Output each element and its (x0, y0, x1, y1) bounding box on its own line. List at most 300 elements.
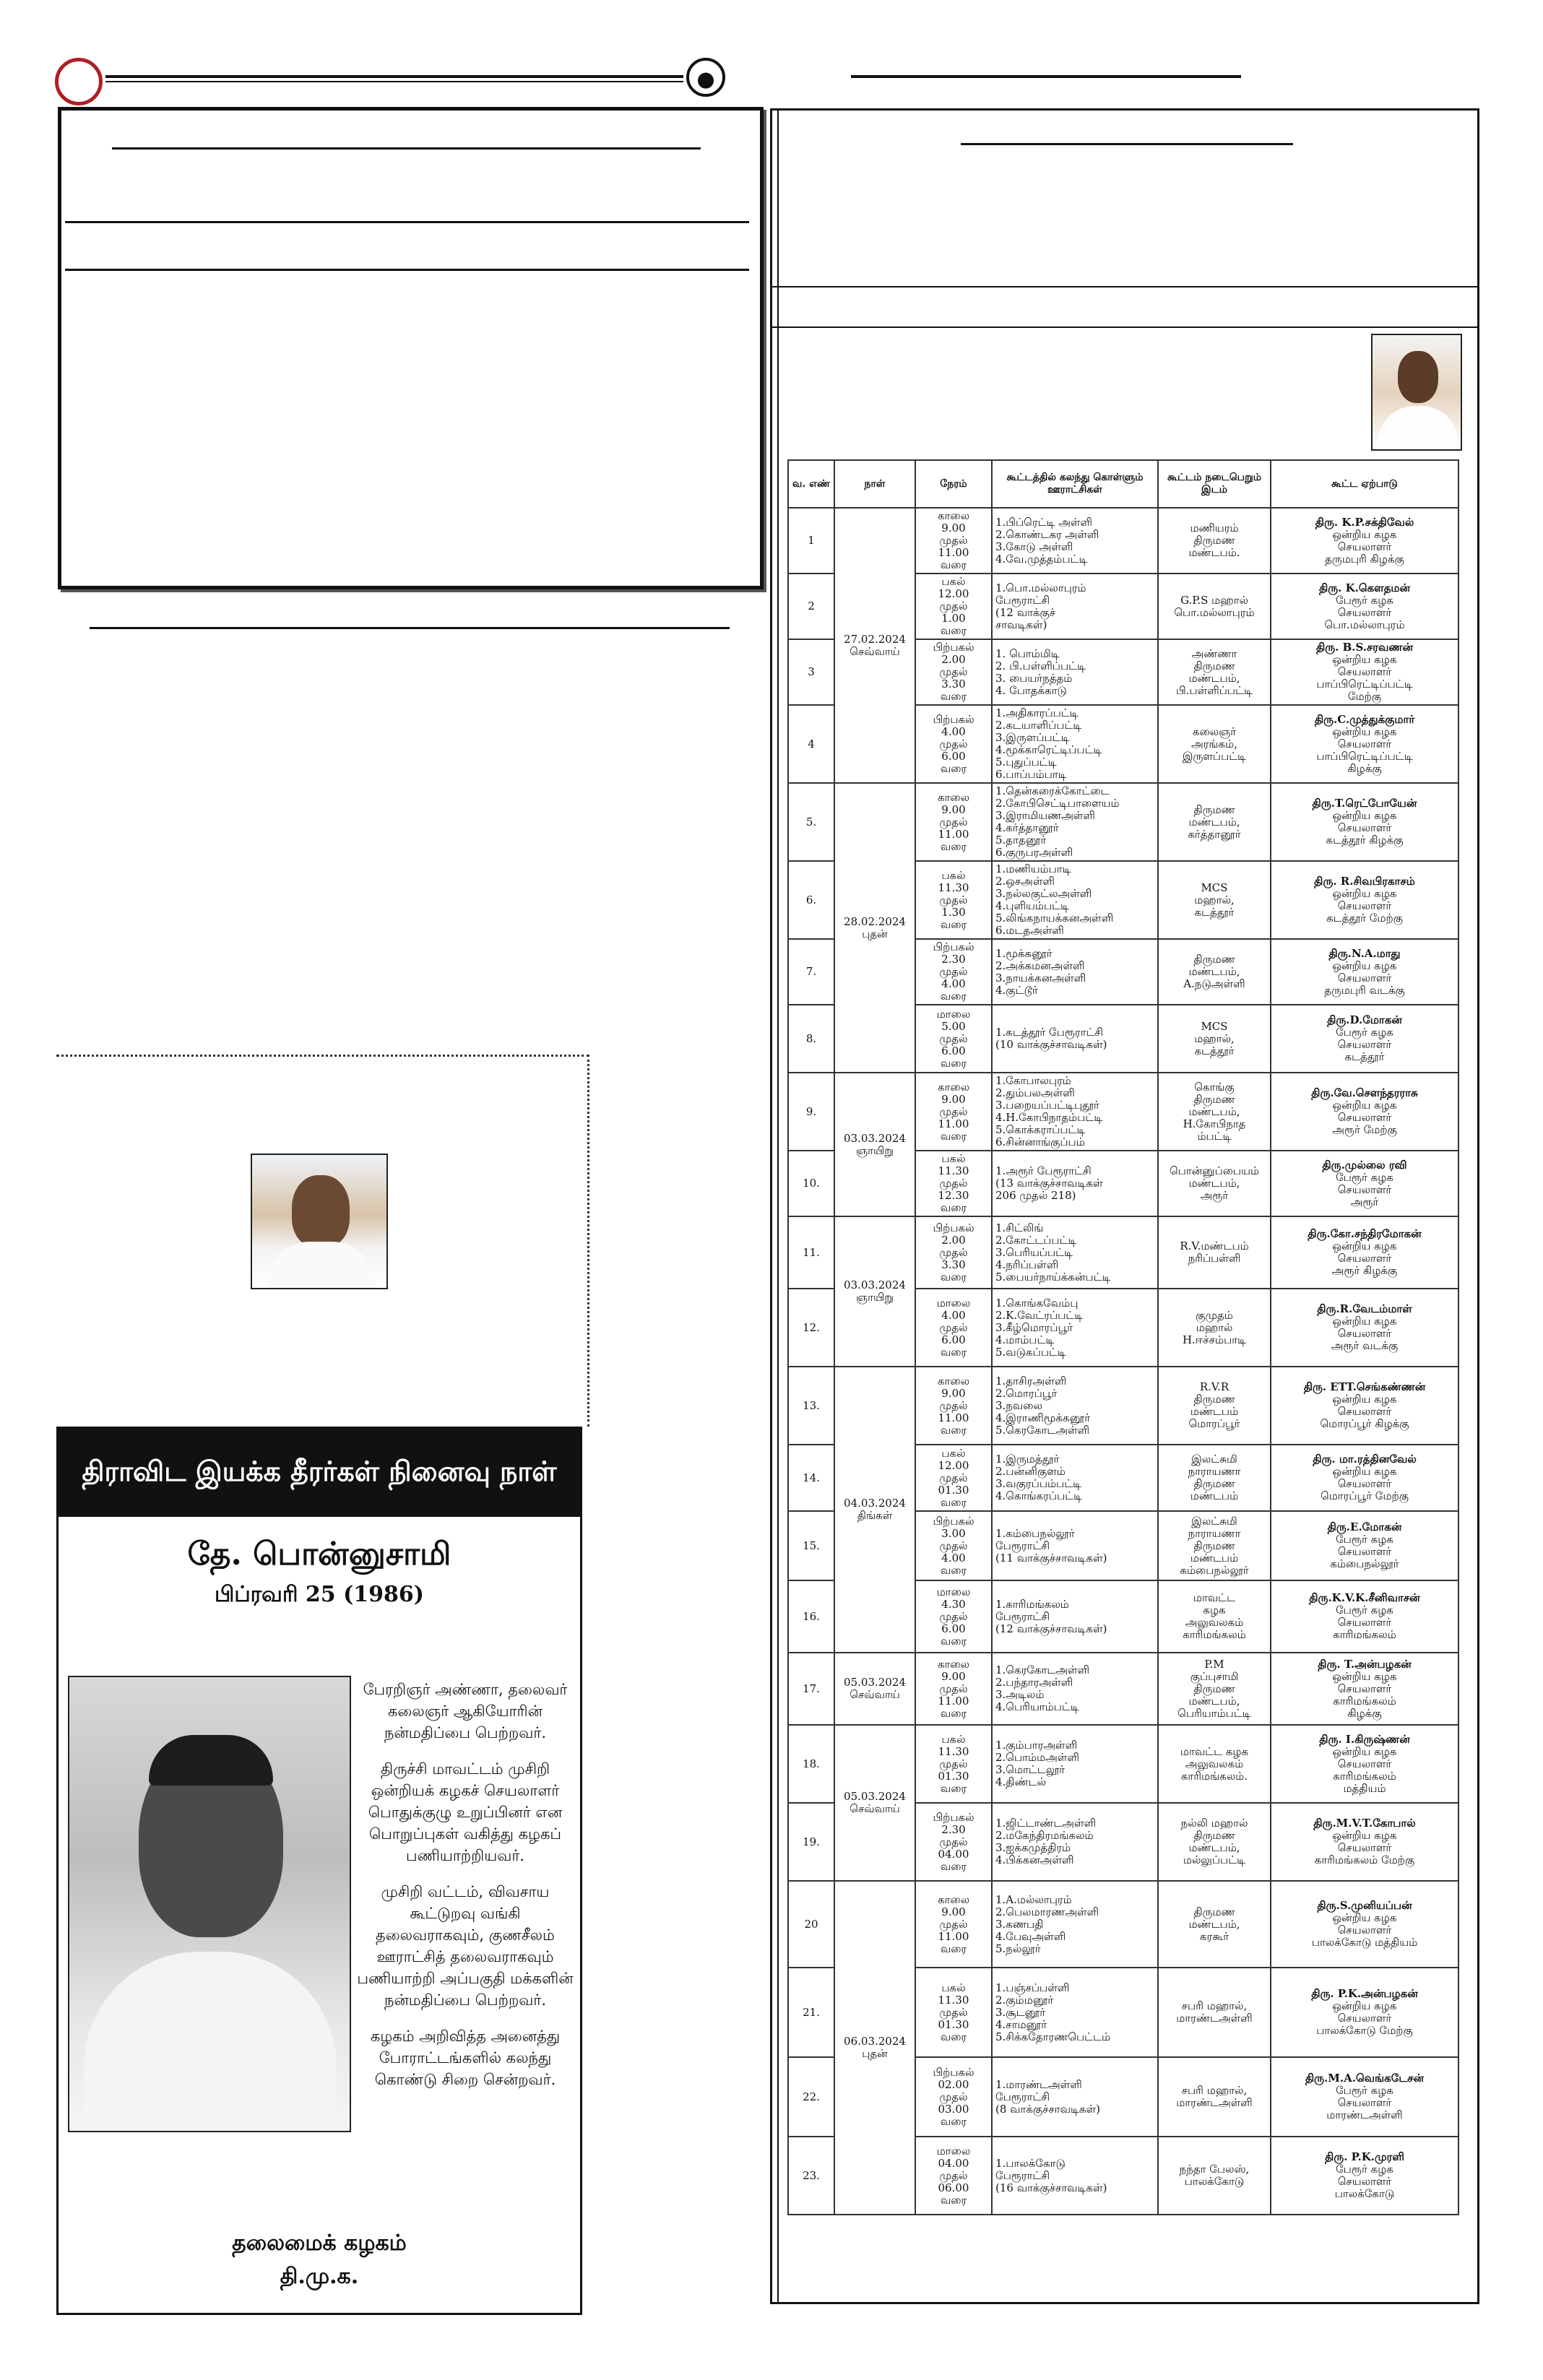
venue-line: மண்டபம், (1188, 1841, 1240, 1854)
wards-cell (992, 1580, 1158, 1653)
venue-line: பொன்னுப்பையம் (1169, 1164, 1260, 1177)
wards-cell (992, 1073, 1158, 1151)
ward-line: 3.நாயக்கனஅள்ளி (995, 971, 1086, 985)
organizer-cell (1271, 1367, 1458, 1445)
venue-line: அலுவலகம் (1185, 1616, 1244, 1629)
ward-line: 1.பொ.மல்லாபுரம் (995, 581, 1086, 594)
organizer-line: கிழக்கு (1347, 761, 1382, 775)
organizer-line: ஒன்றிய கழக (1332, 1315, 1397, 1328)
time-line: 3.30 (941, 678, 966, 691)
time-line: முதல் (939, 2168, 968, 2182)
organizer-line: பேரூர் கழக (1336, 593, 1393, 607)
ward-line: 5.கொக்கராப்பட்டி (995, 1123, 1086, 1136)
ward-line: 6.குருபரஅள்ளி (995, 846, 1073, 859)
ward-line: 5.லிங்கநாயக்கனஅள்ளி (995, 912, 1114, 925)
time-line: பிற்பகல் (933, 1221, 974, 1234)
organizer-line: செயலாளர் (1337, 821, 1392, 834)
memorial-sign-2: தி.மு.க. (280, 2264, 359, 2289)
time-line: 6.00 (941, 749, 966, 763)
ward-line: 1.இருமத்தூர் (995, 1453, 1060, 1466)
time-line: பகல் (941, 1981, 966, 1994)
row-number: 17. (788, 1653, 834, 1725)
venue-line: நந்தா பேலஸ், (1179, 2163, 1250, 2176)
time-line: பிற்பகல் (933, 712, 974, 726)
organizer-line: மாரண்டஅள்ளி (1326, 2108, 1403, 2121)
venue-line: திருமண (1193, 953, 1235, 966)
time-cell (915, 1881, 992, 1968)
ward-line: 6.பாப்பம்பாடி (995, 768, 1067, 781)
time-line: 2.30 (941, 1822, 966, 1836)
venue-cell (1158, 1968, 1271, 2057)
organizer-cell (1271, 1005, 1458, 1073)
time-line: முதல் (939, 534, 968, 547)
venue-line: நாராயணா (1188, 1465, 1241, 1478)
organizer-line: மொரப்பூர் மேற்கு (1321, 1489, 1409, 1502)
time-line: முதல் (939, 1835, 968, 1848)
organizer-name: திரு.D.மோகன் (1327, 1013, 1402, 1026)
venue-line: மாவட்ட கழக (1180, 1744, 1249, 1758)
ward-line: 3.பெரியப்பட்டி (995, 1245, 1073, 1259)
venue-line: மண்டபம், (1188, 965, 1240, 978)
wards-cell (992, 861, 1158, 939)
organizer-name: திரு. T.அன்பழகன் (1318, 1657, 1412, 1671)
time-line: 9.00 (941, 1386, 966, 1400)
time-line: முதல் (939, 1104, 968, 1118)
ward-line: 3. பையர்நத்தம் (995, 671, 1073, 685)
organizer-line: தருமபுரி கிழக்கு (1325, 552, 1404, 566)
organizer-line: செயலாளர் (1337, 1682, 1392, 1695)
ward-line: 3.கீழ்மொரப்பூர் (995, 1320, 1073, 1334)
ward-line: 3.கோடு அள்ளி (995, 540, 1073, 553)
row-number: 10. (788, 1151, 834, 1216)
venue-cell (1158, 1151, 1271, 1216)
ward-line: 2.கோட்டப்பட்டி (995, 1233, 1077, 1247)
time-line: வரை (940, 917, 967, 931)
venue-line: மண்டபம், (1188, 671, 1240, 685)
organizer-line: செயலாளர் (1337, 605, 1392, 619)
organizer-line: மத்தியம் (1343, 1781, 1386, 1795)
ward-line: 3.இராமியணஅள்ளி (995, 809, 1095, 822)
venue-line: பாலக்கோடு (1184, 2175, 1245, 2188)
venue-line: திருமண (1193, 802, 1235, 816)
venue-cell (1158, 1803, 1271, 1881)
time-cell (915, 1725, 992, 1803)
organizer-line: மொரப்பூர் கிழக்கு (1320, 1417, 1409, 1430)
date-cell: 28.02.2024 புதன் (834, 783, 915, 1073)
time-line: வரை (940, 1201, 967, 1214)
organizer-line: ஒன்றிய கழக (1332, 1911, 1397, 1924)
ward-line: 1.தாசிரஅள்ளி (995, 1374, 1067, 1388)
time-line: 6.00 (941, 1044, 966, 1057)
time-cell (915, 861, 992, 939)
time-line: 01.30 (938, 1769, 969, 1783)
ward-line: 1.பஞ்சப்பள்ளி (995, 1981, 1070, 1994)
ward-line: 4.சாமனூர் (995, 2017, 1047, 2031)
date-cell: 04.03.2024 திங்கள் (834, 1367, 915, 1653)
ward-line: 3.அடிலம் (995, 1688, 1045, 1701)
organizer-line: கடத்தூர் மேற்கு (1326, 912, 1403, 925)
time-line: 3.00 (941, 1526, 966, 1540)
ward-line: 2.மகேந்திரமங்கலம் (995, 1829, 1094, 1842)
venue-line: திருமண (1193, 1829, 1235, 1842)
organizer-line: செயலாளர் (1337, 1841, 1392, 1854)
organizer-cell (1271, 2137, 1458, 2215)
time-line: முதல் (939, 2090, 968, 2103)
time-line: முதல் (939, 815, 968, 828)
venue-line: பொ.மல்லாபுரம் (1174, 605, 1255, 619)
time-line: 11.30 (938, 1744, 969, 1758)
time-line: முதல் (939, 965, 968, 978)
time-cell (915, 639, 992, 705)
time-line: முதல் (939, 893, 968, 906)
row-number: 14. (788, 1445, 834, 1511)
venue-cell (1158, 1289, 1271, 1367)
venue-line: MCS (1201, 1019, 1228, 1033)
organizer-line: பேரூர் கழக (1336, 1604, 1393, 1617)
venue-line: சபரி மஹால், (1181, 2084, 1248, 2097)
venue-line: திருமண (1193, 1682, 1235, 1695)
organizer-line: செயலாளர் (1337, 1252, 1392, 1265)
venue-line: இலட்சுமி (1191, 1514, 1237, 1528)
venue-line: குப்புசாமி (1190, 1669, 1239, 1683)
venue-line: G.P.S மஹால் (1180, 593, 1248, 607)
time-line: 9.00 (941, 1905, 966, 1918)
row-number: 3 (788, 639, 834, 705)
time-line: பிற்பகல் (933, 1514, 974, 1528)
organizer-cell (1271, 2057, 1458, 2137)
time-cell (915, 1216, 992, 1289)
time-line: வரை (940, 1706, 967, 1720)
ward-line: 4.குட்டூர் (995, 983, 1038, 997)
ward-line: 1.கடத்தூர் பேரூராட்சி (995, 1026, 1104, 1039)
ward-line: 1.மணியம்பாடி (995, 862, 1071, 875)
time-line: 11.00 (938, 1929, 969, 1943)
schedule-row (788, 1073, 1458, 1151)
right-rule-1 (772, 286, 1478, 287)
venue-line: குமுதம் (1196, 1308, 1233, 1322)
ward-line: 3.நவலை (995, 1398, 1042, 1412)
venue-line: இலட்சுமி (1191, 1453, 1237, 1466)
time-line: காலை (937, 1080, 970, 1094)
ward-line: 1.மூக்கனூர் (995, 946, 1053, 960)
time-line: முதல் (939, 737, 968, 750)
wards-cell (992, 1511, 1158, 1580)
venue-line: மண்டபம் (1190, 1551, 1239, 1565)
time-line: வரை (940, 2193, 967, 2207)
time-line: 11.30 (938, 1993, 969, 2007)
venue-line: கலைஞர் (1192, 724, 1237, 738)
row-number: 7. (788, 939, 834, 1005)
ward-line: 5.நல்லூர் (995, 1942, 1041, 1955)
time-line: 11.00 (938, 1117, 969, 1130)
organizer-line: செயலாளர் (1337, 1405, 1392, 1418)
venue-line: கம்பைநல்லூர் (1180, 1563, 1249, 1577)
organizer-line: ஒன்றிய கழக (1332, 1465, 1397, 1478)
ward-line: 2.ஒசஅள்ளி (995, 875, 1055, 888)
venue-cell (1158, 2137, 1271, 2215)
header-wards: கூட்டத்தில் கலந்து கொள்ளும் ஊராட்சிகள் (992, 460, 1158, 508)
left-box-rule-2 (65, 221, 749, 223)
organizer-cell (1271, 783, 1458, 861)
venue-line: கரகூர் (1199, 1929, 1229, 1943)
portrait-photo-small (251, 1154, 388, 1289)
time-line: வரை (940, 1129, 967, 1143)
time-line: முதல் (939, 1245, 968, 1259)
organizer-line: பேரூர் கழக (1336, 1533, 1393, 1546)
time-cell (915, 1511, 992, 1580)
time-line: 9.00 (941, 522, 966, 535)
time-line: முதல் (939, 1539, 968, 1552)
organizer-cell (1271, 1803, 1458, 1881)
ward-line: 4.நரிப்பள்ளி (995, 1258, 1059, 1271)
ward-line: 1.தென்கரைக்கோட்டை (995, 784, 1110, 797)
ward-line: 1.அரூர் பேரூராட்சி (995, 1164, 1092, 1177)
ward-line: 1.சிட்லிங் (995, 1221, 1044, 1234)
venue-line: மண்டபம், (1188, 1694, 1240, 1708)
ward-line: 1.அதிகாரப்பட்டி (995, 706, 1079, 719)
ward-line: 4.இராணிமூக்கனூர் (995, 1411, 1091, 1424)
time-line: பகல் (941, 1446, 966, 1460)
ward-line: 2.பெலமாரணஅள்ளி (995, 1905, 1099, 1918)
time-cell (915, 1653, 992, 1725)
row-number: 18. (788, 1725, 834, 1803)
venue-line: மஹால், (1194, 893, 1235, 906)
rising-sun-icon (686, 58, 725, 97)
organizer-line: காரிமங்கலம் (1333, 1628, 1396, 1641)
organizer-line: காரிமங்கலம் (1333, 1694, 1396, 1708)
left-mid-rule (90, 627, 730, 629)
ward-line: 2.பந்தாரஅள்ளி (995, 1676, 1073, 1689)
venue-line: கடத்தூர் (1194, 905, 1235, 919)
ward-line: 1.கெரகோடஅள்ளி (995, 1663, 1090, 1676)
memorial-banner-text: திராவிட இயக்க தீரர்கள் நினைவு நாள் (82, 1454, 557, 1487)
ward-line: 1.மாரண்டஅள்ளி (995, 2077, 1082, 2091)
time-line: 11.30 (938, 880, 969, 894)
ward-line: 2.கோபிசெட்டிபாளையம் (995, 797, 1120, 810)
time-line: முதல் (939, 1609, 968, 1623)
time-cell (915, 1367, 992, 1445)
organizer-line: ஒன்றிய கழக (1332, 1239, 1397, 1252)
time-cell (915, 783, 992, 861)
ward-line: 6.மடதஅள்ளி (995, 924, 1064, 937)
venue-cell (1158, 574, 1271, 639)
schedule-row (788, 508, 1458, 574)
organizer-line: செயலாளர் (1337, 1924, 1392, 1937)
time-line: 1.00 (941, 612, 966, 625)
venue-line: நாராயணா (1188, 1526, 1241, 1540)
organizer-name: திரு.கோ.சந்திரமோகன் (1308, 1227, 1422, 1240)
left-top-box (58, 107, 764, 589)
organizer-line: ஒன்றிய கழக (1332, 653, 1397, 666)
time-cell (915, 1073, 992, 1151)
wards-cell (992, 1367, 1158, 1445)
venue-line: மண்டபம் (1190, 1489, 1239, 1502)
venue-cell (1158, 861, 1271, 939)
ward-line: 1.கும்பாரஅள்ளி (995, 1739, 1078, 1752)
time-line: 4.00 (941, 724, 966, 738)
organizer-name: திரு.S.முனியப்பன் (1317, 1899, 1412, 1912)
time-line: 5.00 (941, 1019, 966, 1033)
venue-line: ம்பட்டி (1197, 1129, 1232, 1143)
time-line: வரை (940, 1056, 967, 1070)
organizer-line: பேரூர் கழக (1336, 2084, 1393, 2097)
ward-line: 2. பி.பள்ளிப்பட்டி (995, 659, 1086, 672)
time-line: 03.00 (938, 2102, 969, 2116)
time-line: முதல் (939, 1320, 968, 1334)
venue-line: மாரண்டஅள்ளி (1176, 2012, 1253, 2025)
time-line: பகல் (941, 575, 966, 588)
venue-cell (1158, 1367, 1271, 1445)
time-line: 1.30 (941, 905, 966, 919)
organizer-line: பேரூர் கழக (1336, 1170, 1393, 1184)
ward-line: 4.கொங்கரப்பட்டி (995, 1489, 1083, 1502)
time-line: வரை (940, 2114, 967, 2128)
organizer-line: ஒன்றிய கழக (1332, 724, 1397, 738)
organizer-line: ஒன்றிய கழக (1332, 1744, 1397, 1758)
time-line: முதல் (939, 1177, 968, 1190)
row-number: 2 (788, 574, 834, 639)
venue-line: அரங்கம், (1191, 737, 1237, 750)
wards-cell (992, 1881, 1158, 1968)
time-line: மாலை (936, 1296, 971, 1310)
venue-line: கடத்தூர் (1194, 1044, 1235, 1057)
time-line: வரை (940, 624, 967, 637)
organizer-line: செயலாளர் (1337, 2012, 1392, 2025)
organizer-line: பேரூர் கழக (1336, 2163, 1393, 2176)
venue-line: மண்டபம், (1188, 815, 1240, 828)
ward-line: 4.மூக்காரெட்டிப்பட்டி (995, 743, 1102, 756)
ward-line: பேரூராட்சி (995, 1539, 1050, 1552)
organizer-line: ஒன்றிய கழக (1332, 809, 1397, 822)
time-cell (915, 705, 992, 783)
memorial-sign-1: தலைமைக் கழகம் (232, 2230, 407, 2256)
wards-cell (992, 2057, 1158, 2137)
time-line: பகல் (941, 868, 966, 882)
organizer-line: கம்பைநல்லூர் (1330, 1557, 1399, 1570)
ward-line: 1.கொங்கவேம்பு (995, 1296, 1079, 1310)
organizer-name: திரு. P.K.அன்பழகன் (1311, 1987, 1418, 2000)
ward-line: 206 முதல் 218) (995, 1189, 1076, 1202)
venue-line: P.M (1204, 1657, 1224, 1671)
row-number: 11. (788, 1216, 834, 1289)
time-line: காலை (937, 790, 970, 804)
ward-line: 1.A.மல்லாபுரம் (995, 1892, 1072, 1906)
ward-line: 2.மொரப்பூர் (995, 1386, 1058, 1400)
organizer-line: பாலக்கோடு மத்தியம் (1311, 1936, 1418, 1949)
ward-line: 3.பறையப்பட்டிபுதூர் (995, 1099, 1099, 1112)
organizer-line: செயலாளர் (1337, 971, 1392, 985)
row-number: 21. (788, 1968, 834, 2057)
row-number: 20 (788, 1881, 834, 1968)
right-rule-2 (772, 326, 1478, 328)
venue-cell (1158, 1511, 1271, 1580)
ward-line: (12 வாக்குச் (995, 605, 1056, 619)
venue-cell (1158, 783, 1271, 861)
header-rule-top (105, 75, 683, 78)
organizer-line: செயலாளர் (1337, 1182, 1392, 1196)
venue-line: மாவட்ட (1193, 1591, 1236, 1604)
ward-line: பேரூராட்சி (995, 593, 1050, 607)
wards-cell (992, 508, 1158, 574)
ward-line: 1.பாலக்கோடு (995, 2156, 1066, 2170)
header-organizer: கூட்ட ஏற்பாடு (1271, 460, 1458, 508)
ward-line: 5.தாதனூர் (995, 834, 1047, 847)
time-line: வரை (940, 1270, 967, 1284)
ward-line: பேரூராட்சி (995, 2168, 1050, 2182)
organizer-name: திரு. R.சிவபிரகாசம் (1314, 875, 1415, 888)
time-line: வரை (940, 1345, 967, 1359)
memorial-paragraph-2: திருச்சி மாவட்டம் முசிறி ஒன்றியக் கழகச் செயலாளர் பொதுக்குழு உறுப்பினர் என பொறுப்புகள் வகித்து கழகப் பணியாற்றியவர். (368, 1760, 563, 1864)
time-line: மாலை (936, 1007, 971, 1021)
ward-line: 4.பெரியாம்பட்டி (995, 1700, 1079, 1713)
venue-line: H.ஈச்சம்பாடி (1182, 1333, 1247, 1346)
ward-line: 5.கெரகோடஅள்ளி (995, 1423, 1090, 1437)
time-line: 04.00 (938, 2156, 969, 2170)
organizer-name: திரு. P.K.முரளி (1325, 2150, 1404, 2163)
organizer-cell (1271, 574, 1458, 639)
wards-cell (992, 1803, 1158, 1881)
ward-line: 1. பொம்மிடி (995, 646, 1060, 660)
memorial-paragraph-1: பேரறிஞர் அண்ணா, தலைவர் கலைஞர் ஆகியோரின் நன்மதிப்பை பெற்றவர். (363, 1681, 568, 1741)
organizer-line: காரிமங்கலம் மேற்கு (1314, 1853, 1415, 1866)
time-line: வரை (940, 1859, 967, 1873)
organizer-line: செயலாளர் (1337, 1327, 1392, 1340)
venue-cell (1158, 639, 1271, 705)
row-number: 9. (788, 1073, 834, 1151)
time-line: 12.00 (938, 587, 969, 600)
time-line: வரை (940, 1634, 967, 1648)
organizer-line: மேற்கு (1347, 690, 1382, 703)
venue-line: மண்டபம், (1188, 1917, 1240, 1931)
venue-line: மாரண்டஅள்ளி (1176, 2096, 1253, 2109)
organizer-name: திரு.N.A.மாது (1328, 946, 1401, 960)
time-line: வரை (940, 1423, 967, 1437)
venue-line: காரிமங்கலம். (1180, 1769, 1248, 1783)
row-number: 1 (788, 508, 834, 574)
ward-line: (10 வாக்குச்சாவடிகள்) (995, 1038, 1107, 1051)
organizer-line: ஒன்றிய கழக (1332, 1669, 1397, 1683)
row-number: 5. (788, 783, 834, 861)
venue-line: மண்டபம். (1188, 546, 1240, 559)
venue-line: மல்லுப்பட்டி (1183, 1853, 1246, 1866)
memorial-text-block (354, 1679, 576, 2090)
venue-line: நல்லி மஹால் (1180, 1817, 1248, 1830)
ward-line: 2.அக்கமனஅள்ளி (995, 959, 1085, 972)
venue-line: திருமண (1193, 534, 1235, 547)
time-line: முதல் (939, 665, 968, 678)
time-line: முதல் (939, 1917, 968, 1931)
organizer-line: கடத்தூர் கிழக்கு (1326, 834, 1404, 847)
time-line: முதல் (939, 1757, 968, 1770)
time-line: வரை (940, 1495, 967, 1509)
venue-cell (1158, 1073, 1271, 1151)
ward-line: 2.பன்னிகுளம் (995, 1465, 1066, 1478)
ward-line: பேரூராட்சி (995, 2090, 1050, 2103)
wards-cell (992, 1968, 1158, 2057)
organizer-name: திரு. B.S.சரவணன் (1315, 641, 1414, 654)
ward-line: 4.திண்டல் (995, 1775, 1047, 1788)
organizer-line: கிழக்கு (1347, 1706, 1382, 1720)
time-line: 2.00 (941, 653, 966, 666)
venue-cell (1158, 705, 1271, 783)
organizer-line: தருமபுரி வடக்கு (1324, 983, 1405, 997)
wards-cell (992, 1445, 1158, 1511)
ward-line: 5.வடுகப்பட்டி (995, 1345, 1066, 1359)
venue-line: H.கோபிநாத (1183, 1117, 1246, 1130)
row-number: 8. (788, 1005, 834, 1073)
time-line: முதல் (939, 1031, 968, 1045)
time-line: முதல் (939, 1398, 968, 1412)
